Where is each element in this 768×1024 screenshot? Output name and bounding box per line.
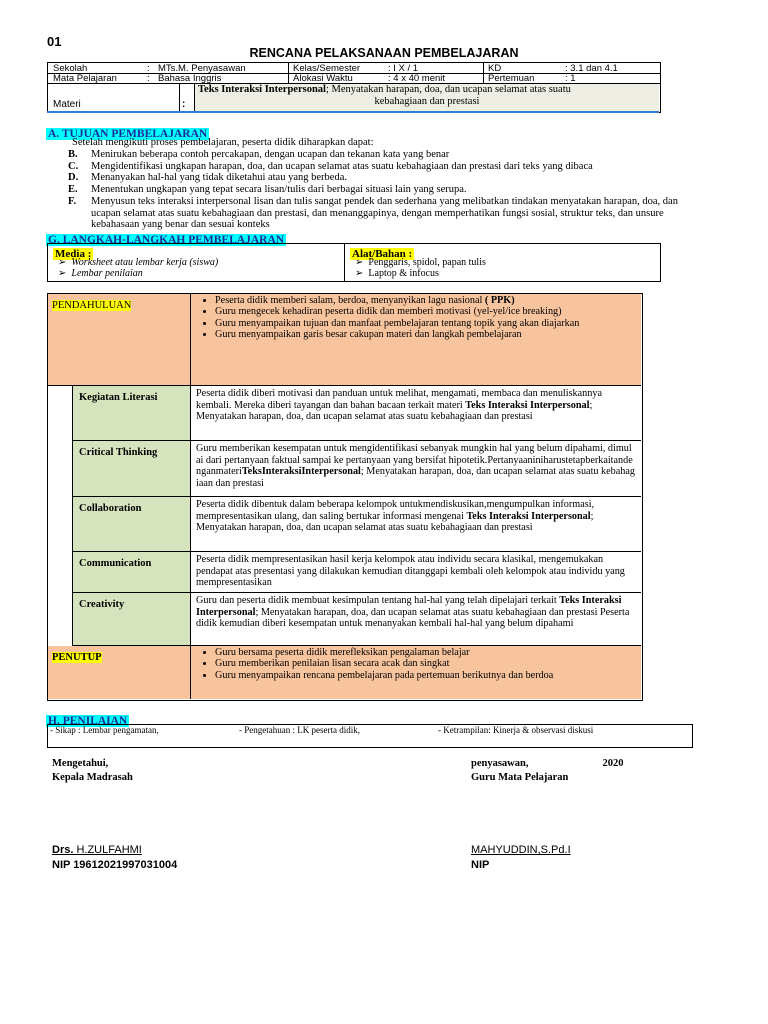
kelas-value: : I X / 1 [388,63,419,74]
critical-rest: ; Menyatakan harapan, doa, dan ucapan selamat atas suatu kebahagiaan dan prestasi [196,466,635,489]
literasi-desc [191,386,641,441]
penutup-item-3: • Guru menyampaikan rencana pembelajaran pada pertemuan berikutnya dan berdoa [215,670,641,681]
steps-table [47,293,643,701]
kd-value: : 3.1 dan 4.1 [565,63,618,74]
creat-label: Creativity [79,599,125,610]
arrow-bullet-icon: ➢ [355,257,364,268]
mapel-label: Mata Pelajaran [53,73,117,84]
penilaian-box [47,724,693,748]
kepala-nip: NIP 19612021997031004 [52,859,178,871]
tujuan-item-c: Mengidentifikasi ungkapan harapan, doa, dan ucapan selamat atas suatu kebahagiaan dan prestasi dari teks yang dibaca [91,161,593,172]
signature-year: 2020 [602,758,624,769]
creat-text: Guru dan peserta didik membuat kesimpulan tentang hal-hal yang telah dipelajari terkait [196,595,560,606]
penutup-label-cell [48,646,191,699]
materi-line1 [198,84,571,95]
media-item-1 [58,257,218,268]
penilaian-pengetahuan: - Pengetahuan : LK peserta didik, [239,725,360,735]
tujuan-intro: Setelah mengikuti proses pembelajaran, peserta didik diharapkan dapat: [72,137,374,148]
pendahuluan-item-3: • Guru menyampaikan tujuan dan manfaat pembelajaran tentang topik yang akan diajarkan [215,318,641,329]
kepala-name-text: H.ZULFAHMI [73,844,142,856]
materi-bold: Teks Interaksi Interpersonal [198,84,326,95]
literasi-text: Peserta didik diberi motivasi dan panduan untuk melihat, mengamati, membaca dan menuliskannya kembali. Mereka diberi tayangan dan bahan bacaan terkait materi [196,388,602,411]
tujuan-label-b: B. [68,149,78,160]
kd-label: KD [488,63,502,74]
pertemuan-label: Pertemuan [488,73,535,84]
kepala-name [52,843,177,858]
guru-name: MAHYUDDIN,S.Pd.I [471,844,571,856]
colon: : [147,63,150,74]
creat-desc [191,593,641,646]
signature-left-top [52,757,133,785]
signature-place: penyasawan, [471,758,529,769]
steps-left-gutter [48,386,73,646]
arrow-bullet-icon: ➢ [355,268,364,279]
pendahuluan-item-2: • Guru mengecek kehadiran peserta didik dan memberi motivasi (yel-yel/ice breaking) [215,306,641,317]
alat-label: Alat/Bahan : [352,248,413,260]
kelas-label: Kelas/Semester [293,63,361,74]
critical-bold: TeksInteraksiInterpersonal [241,466,361,478]
kepala-madrasah-text: Kepala Madrasah [52,772,133,783]
arrow-bullet-icon: ➢ [58,268,67,279]
tujuan-label-c: C. [68,161,79,172]
mapel-value: Bahasa Inggris [158,73,222,84]
media-label: Media : [55,248,92,260]
media-cell [48,244,345,281]
signature-left-bottom [52,843,177,873]
guru-mapel-text: Guru Mata Pelajaran [471,772,569,783]
tujuan-label-f: F. [68,196,77,207]
alat-cell [345,244,660,281]
collab-label: Collaboration [79,503,142,514]
alat-item-2 [355,268,439,279]
materi-line2: kebahagiaan dan prestasi [374,96,480,107]
collab-bold: Teks Interaksi Interpersonal [466,510,591,522]
penutup-label: PENUTUP [52,652,102,663]
collab-rest: ; Menyatakan harapan, doa, dan ucapan selamat atas suatu kebahagiaan dan prestasi [196,510,594,534]
penutup-item-2: • Guru memberikan penilaian lisan secara acak dan singkat [215,658,641,669]
page-number: 01 [47,34,62,49]
literasi-label-cell [73,386,191,441]
kepala-name-prefix: Drs. [52,844,74,856]
sekolah-label: Sekolah [53,63,88,74]
header-info-table [47,62,661,113]
comm-label-cell [73,552,191,593]
tujuan-label-d: D. [68,172,79,183]
penilaian-heading-text: H. PENILAIAN [48,715,128,727]
signature-right-top [471,757,623,785]
penilaian-sikap: - Sikap : Lembar pengamatan, [50,725,159,735]
tujuan-item-f: Menyusun teks interaksi interpersonal lisan dan tulis sangat pendek dan sederhana yang melibatkan tindakan menyatakan harapan, doa, dan ucapan selamat atas suatu kebahagiaan dan prestasi, dan menanggapinya, dengan memperhatikan fungsi sosial, struktur teks, dan unsure kebahasaan yang benar dan sesuai konteks [91,196,678,231]
tujuan-label-e: E. [68,184,78,195]
pendahuluan-label: PENDAHULUAN [52,300,132,311]
collab-desc [191,497,641,552]
header-divider [47,111,659,113]
document-title: RENCANA PELAKSANAAN PEMBELAJARAN [249,46,519,60]
pendahuluan-item-1-text: Peserta didik memberi salam, berdoa, menyanyikan lagu nasional [215,295,485,306]
media-item-2-text: Lembar penilaian [71,268,143,279]
penutup-item-1: • Guru bersama peserta didik merefleksikan pengalaman belajar [215,647,641,658]
literasi-bold: Teks Interaksi Interpersonal [465,399,590,411]
tujuan-item-d: Menanyakan hal-hal yang tidak diketahui atau yang berbeda. [91,172,347,183]
media-alat-box [47,243,661,282]
alat-item-1-text: Penggaris, spidol, papan tulis [368,257,486,268]
tujuan-heading-text: A. TUJUAN PEMBELAJARAN [48,128,208,140]
pendahuluan-item-1 [215,295,641,306]
pertemuan-value: : 1 [565,73,576,84]
tujuan-item-e: Menentukan ungkapan yang tepat secara lisan/tulis dari berbagai situasi lain yang serupa. [91,184,467,195]
critical-desc [191,441,641,497]
critical-label: Critical Thinking [79,447,158,458]
alokasi-value: : 4 x 40 menit [388,73,446,84]
media-item-1-text: Worksheet atau lembar kerja (siswa) [71,257,219,268]
collab-text: Peserta didik dibentuk dalam beberapa kelompok untukmendiskusikan,mengumpulkan informasi, mempresentasikan ulang, dan saling bertukar informasi mengenai [196,499,595,522]
langkah-heading-text: G. LANGKAH-LANGKAH PEMBELAJARAN [48,234,285,246]
sekolah-value: MTs.M. Penyasawan [158,63,246,74]
colon: : [147,73,150,84]
alat-item-2-text: Laptop & infocus [368,268,439,279]
creat-bold: Teks Interaksi Interpersonal [196,595,622,618]
colon: : [182,99,186,110]
signature-right-bottom [471,843,571,873]
pendahuluan-label-cell [48,294,191,386]
critical-text: Guru memberikan kesempatan untuk mengidentifikasi sebanyak mungkin hal yang belum dipahami, dimulai dari pertanyaan faktual sampai ke pertanyaan yang bersifat hipotetik.Pertanyaaniniharustetapberkaitandenganmateri [196,443,633,478]
literasi-label: Kegiatan Literasi [79,392,158,403]
collab-label-cell [73,497,191,552]
alat-item-1 [355,257,486,268]
penutup-desc-cell [191,646,641,699]
pendahuluan-desc-cell [191,294,641,386]
guru-nip: NIP [471,859,490,871]
ppk-tag: ( PPK) [484,295,515,306]
comm-label: Communication [79,558,152,569]
comm-desc: Peserta didik mempresentasikan hasil kerja kelompok atau individu secara klasikal, mengemukakan pendapat atas presentasi yang dilakukan kemudian ditanggapi kembali oleh kelompok atau individu yang mempresentasikan [191,552,641,593]
arrow-bullet-icon: ➢ [58,257,67,268]
penilaian-keterampilan: - Ketrampilan: Kinerja & observasi diskusi [438,725,594,735]
creat-rest: ; Menyatakan harapan, doa, dan ucapan selamat atas suatu kebahagiaan dan prestasi Peserta didik kemudian diberi kesempatan untuk menanyakan kembali hal-hal yang belum dipahami [196,606,630,630]
mengetahui-text: Mengetahui, [52,758,109,769]
pendahuluan-item-4: • Guru menyampaikan garis besar cakupan materi dan langkah pembelajaran [215,329,641,340]
materi-label: Materi [53,99,81,110]
tujuan-item-b: Menirukan beberapa contoh percakapan, dengan ucapan dan tekanan kata yang benar [91,149,450,160]
materi-rest: ; Menyatakan harapan, doa, dan ucapan selamat atas suatu [325,84,571,95]
media-item-2 [58,268,143,279]
literasi-rest: ; Menyatakan harapan, doa, dan ucapan selamat atas suatu kebahagiaan dan prestasi [196,399,593,423]
alokasi-label: Alokasi Waktu [293,73,353,84]
creat-label-cell [73,593,191,646]
critical-label-cell [73,441,191,497]
